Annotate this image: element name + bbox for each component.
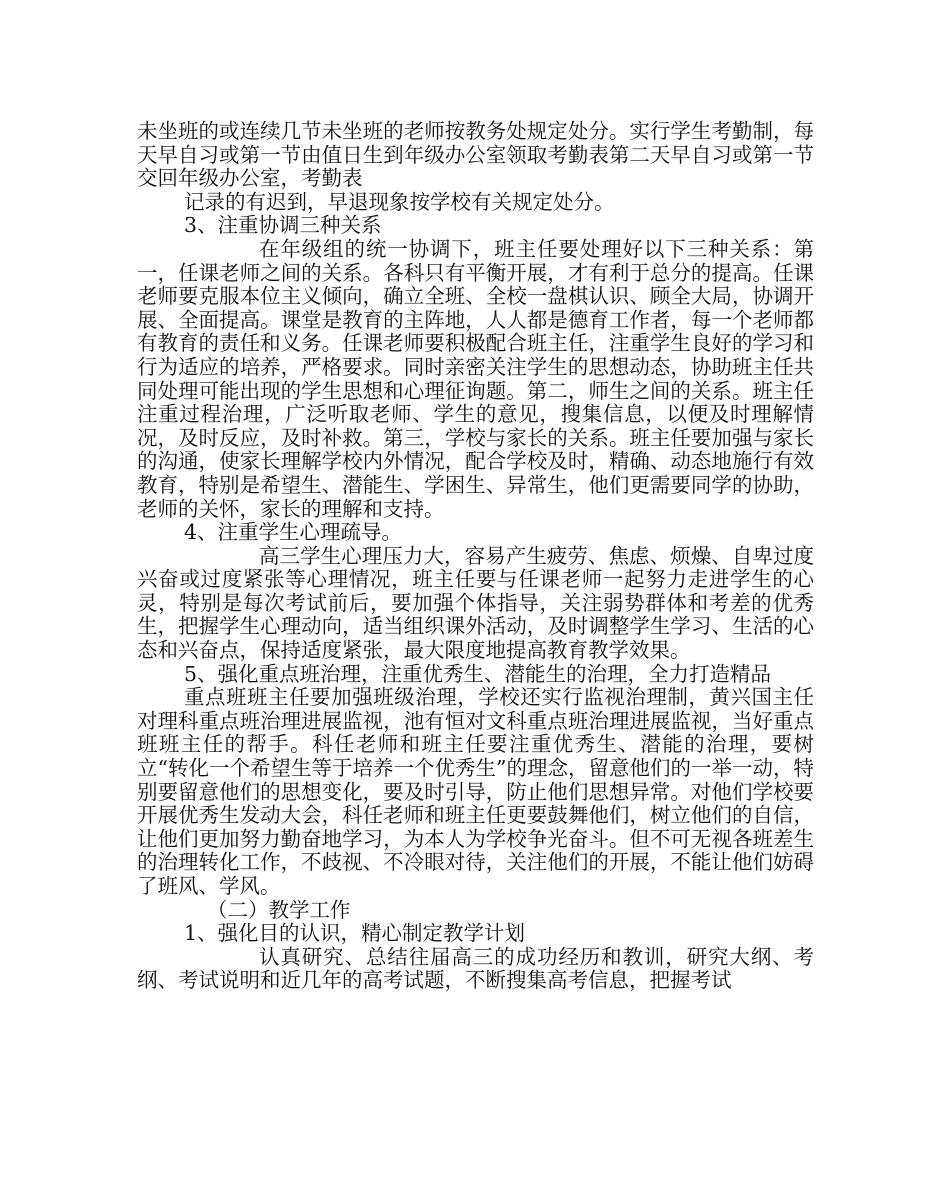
- paragraph-attendance: 未坐班的或连续几节未坐班的老师按教务处规定处分。实行学生考勤制，每天早自习或第一节由值日生到年级办公室领取考勤表第二天早自习或第一节交回年级办公室，考勤表: [137, 119, 814, 191]
- heading-psychological-guidance: 4、注重学生心理疏导。: [184, 520, 403, 545]
- paragraph-attendance-record: 记录的有迟到，早退现象按学校有关规定处分。: [184, 189, 615, 214]
- document-page: [137, 120, 814, 993]
- paragraph-psychological-guidance: 高三学生心理压力大，容易产生疲劳、焦虑、烦燥、自卑过度兴奋或过度紧张等心理情况，班主任要与任课老师一起努力走进学生的心灵，特别是每次考试前后，要加强个体指导，关注弱势群体和考差的优秀生，把握学生心理动向，适当组织课外活动，及时调整学生学习、生活的心态和兴奋点，保持适度紧张，最大限度地提高教育教学效果。: [137, 543, 814, 663]
- heading-teaching-plan: 1、强化目的认识，精心制定教学计划: [184, 921, 526, 946]
- heading-three-relations: 3、注重协调三种关系: [184, 213, 382, 238]
- paragraph-key-class-management: 重点班班主任要加强班级治理，学校还实行监视治理制，黄兴国主任对理科重点班治理进展监视，池有恒对文科重点班治理进展监视，当好重点班班主任的帮手。科任老师和班主任要注重优秀生、潜能的治理，要树立“转化一个希望生等于培养一个优秀生”的理念，留意他们的一举一动，特别要留意他们的思想变化，要及时引导，防止他们思想异常。对他们学校要开展优秀生发动大会，科任老师和班主任更要鼓舞他们，树立他们的自信，让他们更加努力勤奋地学习，为本人为学校争光奋斗。但不可无视各班差生的治理转化工作，不歧视、不冷眼对待，关注他们的开展，不能让他们妨碍了班风、学风。: [137, 685, 814, 898]
- heading-key-class-management: 5、强化重点班治理，注重优秀生、潜能生的治理，全力打造精品: [184, 661, 772, 686]
- paragraph-three-relations: 在年级组的统一协调下，班主任要处理好以下三种关系：第一，任课老师之间的关系。各科只有平衡开展，才有利于总分的提高。任课老师要克服本位主义倾向，确立全班、全校一盘棋认识、顾全大局，协调开展、全面提高。课堂是教育的主阵地，人人都是德育工作者，每一个老师都有教育的责任和义务。任课老师要积极配合班主任，注重学生良好的学习和行为适应的培养，严格要求。同时亲密关注学生的思想动态，协助班主任共同处理可能出现的学生思想和心理征询题。第二，师生之间的关系。班主任注重过程治理，广泛听取老师、学生的意见，搜集信息，以便及时理解情况，及时反应，及时补救。第三，学校与家长的关系。班主任要加强与家长的沟通，使家长理解学校内外情况，配合学校及时，精确、动态地施行有效教育，特别是希望生、潜能生、学困生、异常生，他们更需要同学的协助，老师的关怀，家长的理解和支持。: [137, 236, 814, 521]
- paragraph-teaching-plan: 认真研究、总结往届高三的成功经历和教训，研究大纲、考纲、考试说明和近几年的高考试题，不断搜集高考信息，把握考试: [137, 944, 814, 993]
- section-heading-teaching-work: （二）教学工作: [207, 897, 351, 922]
